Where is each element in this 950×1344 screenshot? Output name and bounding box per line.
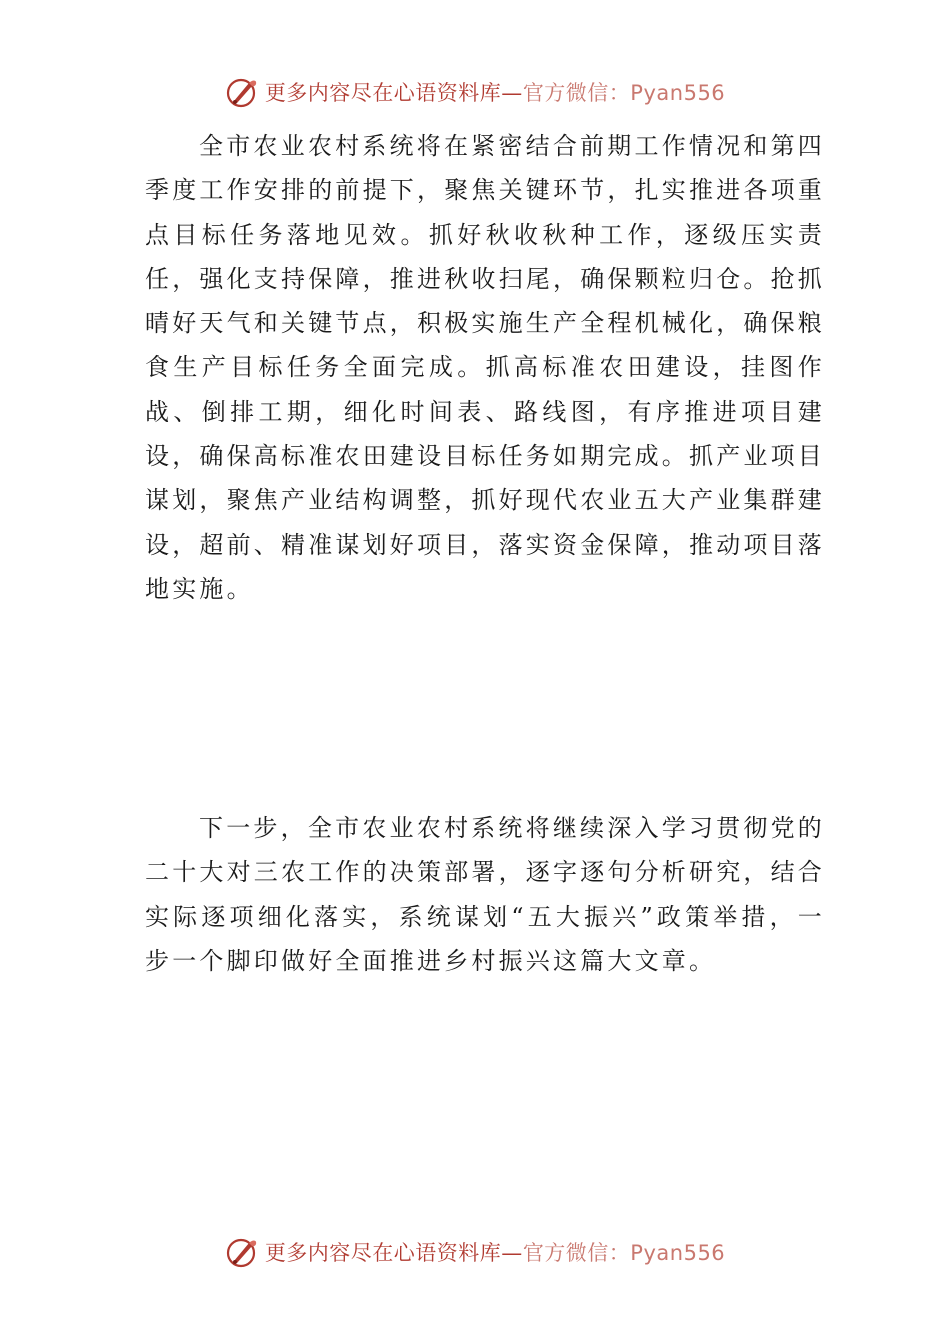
header-wechat-label: 官方微信：Pyan556: [522, 81, 726, 105]
quill-seal-icon: [225, 75, 259, 109]
header-banner-text: 更多内容尽在心语资料库—官方微信：Pyan556: [264, 81, 726, 105]
footer-banner-text: 更多内容尽在心语资料库—官方微信：Pyan556: [264, 1241, 726, 1265]
body-paragraph-1: 全市农业农村系统将在紧密结合前期工作情况和第四季度工作安排的前提下，聚焦关键环节，扎实推进各项重点目标任务落地见效。抓好秋收秋种工作，逐级压实责任，强化支持保障，推进秋收扫尾，确保颗粒归仓。抢抓晴好天气和关键节点，积极实施生产全程机械化，确保粮食生产目标任务全面完成。抓高标准农田建设，挂图作战、倒排工期，细化时间表、路线图，有序推进项目建设，确保高标准农田建设目标任务如期完成。抓产业项目谋划，聚焦产业结构调整，抓好现代农业五大产业集群建设，超前、精准谋划好项目，落实资金保障，推动项目落地实施。: [145, 132, 825, 603]
footer-banner: [0, 1232, 950, 1272]
header-banner: [0, 72, 950, 112]
body-paragraph-2: 下一步，全市农业农村系统将继续深入学习贯彻党的二十大对三农工作的决策部署，逐字逐句分析研究，结合实际逐项细化落实，系统谋划“五大振兴”政策举措，一步一个脚印做好全面推进乡村振兴这篇大文章。: [145, 814, 825, 975]
quill-seal-icon: [225, 1235, 259, 1269]
footer-wechat-label: 官方微信：Pyan556: [522, 1241, 726, 1265]
